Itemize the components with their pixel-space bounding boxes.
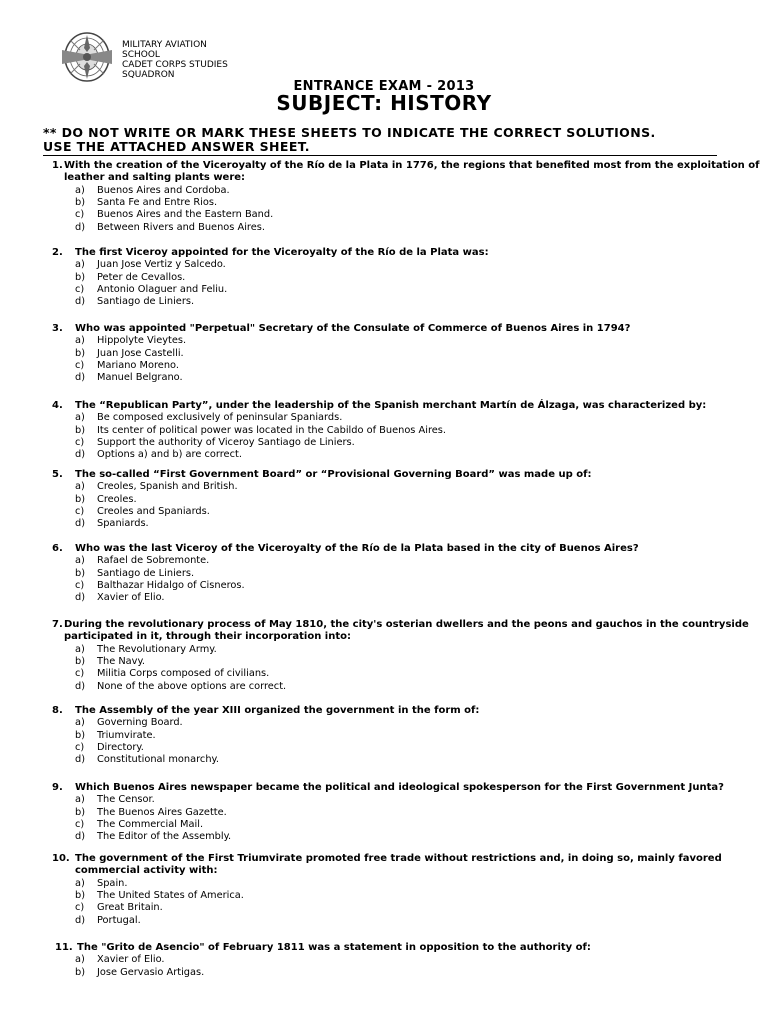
question-stem bbox=[0, 160, 768, 185]
question-number: 4. bbox=[52, 400, 63, 411]
subject-title: SUBJECT: HISTORY bbox=[276, 91, 492, 115]
option-letter: b) bbox=[75, 729, 86, 741]
school-name-line: SCHOOL bbox=[122, 50, 160, 60]
answer-option bbox=[0, 185, 768, 197]
answer-option bbox=[0, 348, 768, 360]
option-text: Spain. bbox=[97, 877, 128, 889]
option-letter: b) bbox=[75, 271, 86, 283]
answer-options bbox=[0, 954, 768, 979]
question-text-line: With the creation of the Viceroyalty of the Río de la Plata in 1776, the regions that benefited most from the exploitation of bbox=[64, 160, 760, 171]
option-letter: b) bbox=[75, 567, 86, 579]
question-text-line: Who was the last Viceroy of the Viceroyalty of the Río de la Plata based in the city of Buenos Aires? bbox=[75, 543, 639, 554]
option-text: Peter de Cevallos. bbox=[97, 271, 186, 283]
option-text: Constitutional monarchy. bbox=[97, 754, 220, 766]
answer-option bbox=[0, 437, 768, 449]
answer-option bbox=[0, 954, 768, 966]
question-stem bbox=[0, 619, 768, 644]
option-letter: a) bbox=[75, 259, 85, 271]
question-text-line: Who was appointed "Perpetual" Secretary of the Consulate of Commerce of Buenos Aires in 1794? bbox=[75, 323, 631, 334]
answer-option bbox=[0, 568, 768, 580]
question-text-line: The government of the First Triumvirate promoted free trade without restrictions and, in doing so, mainly favored bbox=[75, 853, 722, 864]
option-text: Manuel Belgrano. bbox=[97, 372, 183, 384]
option-text: The Commercial Mail. bbox=[97, 819, 204, 831]
question-text-line: The "Grito de Asencio" of February 1811 was a statement in opposition to the authority of: bbox=[77, 942, 591, 953]
option-text: Balthazar Hidalgo of Cisneros. bbox=[97, 580, 245, 592]
question-item bbox=[0, 619, 768, 693]
option-text: None of the above options are correct. bbox=[97, 680, 287, 692]
option-letter: b) bbox=[75, 806, 86, 818]
answer-option bbox=[0, 831, 768, 843]
option-text: Juan Jose Castelli. bbox=[97, 347, 184, 359]
option-text: Buenos Aires and the Eastern Band. bbox=[97, 209, 274, 221]
aviation-school-emblem-icon bbox=[56, 30, 118, 84]
option-letter: a) bbox=[75, 481, 85, 493]
option-text: Jose Gervasio Artigas. bbox=[97, 966, 205, 978]
option-text: Between Rivers and Buenos Aires. bbox=[97, 221, 265, 233]
notice-line: USE THE ATTACHED ANSWER SHEET. bbox=[43, 139, 310, 154]
question-text-line: The Assembly of the year XIII organized the government in the form of: bbox=[75, 705, 480, 716]
answer-option bbox=[0, 967, 768, 979]
question-number: 7. bbox=[52, 619, 63, 630]
option-text: Rafael de Sobremonte. bbox=[97, 555, 210, 567]
question-text-line: The so-called “First Government Board” or “Provisional Governing Board” was made up of: bbox=[75, 469, 592, 480]
option-text: Santiago de Liniers. bbox=[97, 567, 195, 579]
option-letter: d) bbox=[75, 221, 86, 233]
school-name-line: SQUADRON bbox=[122, 70, 175, 78]
option-text: The Censor. bbox=[97, 794, 155, 806]
option-text: The Navy. bbox=[97, 655, 145, 667]
answer-option bbox=[0, 372, 768, 384]
answer-option bbox=[0, 580, 768, 592]
answer-option bbox=[0, 197, 768, 209]
option-text: Antonio Olaguer and Feliu. bbox=[97, 284, 228, 296]
option-letter: c) bbox=[75, 742, 85, 754]
question-item bbox=[0, 543, 768, 605]
notice-line: ** DO NOT WRITE OR MARK THESE SHEETS TO INDICATE THE CORRECT SOLUTIONS. bbox=[43, 125, 656, 140]
question-number: 1. bbox=[52, 160, 63, 171]
answer-options bbox=[0, 259, 768, 309]
answer-options bbox=[0, 794, 768, 844]
header-divider bbox=[43, 155, 717, 156]
option-text: Options a) and b) are correct. bbox=[97, 449, 242, 461]
option-letter: d) bbox=[75, 831, 86, 843]
question-item bbox=[0, 323, 768, 385]
question-item bbox=[0, 705, 768, 767]
answer-option bbox=[0, 656, 768, 668]
option-letter: c) bbox=[75, 580, 85, 592]
option-text: Creoles, Spanish and British. bbox=[97, 481, 238, 493]
option-text: Juan Jose Vertiz y Salcedo. bbox=[97, 259, 226, 271]
school-name-line: CADET CORPS STUDIES bbox=[122, 60, 228, 70]
option-letter: a) bbox=[75, 555, 85, 567]
answer-option bbox=[0, 807, 768, 819]
answer-option bbox=[0, 681, 768, 693]
option-text: The Revolutionary Army. bbox=[97, 643, 217, 655]
option-letter: d) bbox=[75, 372, 86, 384]
answer-option bbox=[0, 555, 768, 567]
option-letter: b) bbox=[75, 493, 86, 505]
option-text: Creoles and Spaniards. bbox=[97, 506, 210, 518]
question-stem bbox=[0, 782, 768, 794]
option-text: Support the authority of Viceroy Santiago de Liniers. bbox=[97, 437, 355, 449]
question-stem bbox=[0, 247, 768, 259]
question-stem bbox=[0, 323, 768, 335]
answer-options bbox=[0, 412, 768, 462]
option-text: Xavier of Elio. bbox=[97, 954, 165, 966]
option-text: Hippolyte Vieytes. bbox=[97, 335, 187, 347]
option-text: Spaniards. bbox=[97, 518, 149, 530]
exam-title: ENTRANCE EXAM - 2013 bbox=[293, 79, 475, 94]
answer-option bbox=[0, 644, 768, 656]
answer-option bbox=[0, 717, 768, 729]
answer-option bbox=[0, 481, 768, 493]
option-letter: b) bbox=[75, 347, 86, 359]
option-text: The United States of America. bbox=[97, 889, 244, 901]
option-text: Santiago de Liniers. bbox=[97, 296, 195, 308]
answer-option bbox=[0, 222, 768, 234]
answer-options bbox=[0, 878, 768, 928]
option-text: Directory. bbox=[97, 742, 144, 754]
option-letter: c) bbox=[75, 284, 85, 296]
answer-option bbox=[0, 360, 768, 372]
option-letter: d) bbox=[75, 449, 86, 461]
answer-option bbox=[0, 878, 768, 890]
question-stem bbox=[0, 400, 768, 412]
question-item bbox=[0, 942, 768, 979]
answer-option bbox=[0, 425, 768, 437]
option-letter: b) bbox=[75, 424, 86, 436]
answer-options bbox=[0, 335, 768, 385]
answer-option bbox=[0, 296, 768, 308]
answer-option bbox=[0, 518, 768, 530]
option-text: Creoles. bbox=[97, 493, 137, 505]
question-stem bbox=[0, 469, 768, 481]
option-text: Militia Corps composed of civilians. bbox=[97, 668, 270, 680]
question-text-line: The “Republican Party”, under the leadership of the Spanish merchant Martín de Álzaga, was characterized by: bbox=[75, 400, 707, 411]
option-text: Great Britain. bbox=[97, 902, 163, 914]
option-letter: a) bbox=[75, 184, 85, 196]
option-letter: c) bbox=[75, 819, 85, 831]
question-item bbox=[0, 247, 768, 309]
answer-option bbox=[0, 335, 768, 347]
answer-options bbox=[0, 185, 768, 235]
answer-option bbox=[0, 209, 768, 221]
answer-option bbox=[0, 754, 768, 766]
answer-option bbox=[0, 902, 768, 914]
question-stem bbox=[0, 942, 768, 954]
answer-option bbox=[0, 668, 768, 680]
question-item bbox=[0, 782, 768, 844]
question-text-line: During the revolutionary process of May 1810, the city's osterian dwellers and the peons and gauchos in the countryside bbox=[64, 619, 749, 630]
answer-option bbox=[0, 506, 768, 518]
answer-option bbox=[0, 412, 768, 424]
option-letter: d) bbox=[75, 296, 86, 308]
question-number: 11. bbox=[55, 942, 73, 953]
question-stem bbox=[0, 853, 768, 878]
answer-option bbox=[0, 730, 768, 742]
school-name-line: MILITARY AVIATION bbox=[122, 40, 207, 50]
option-text: Mariano Moreno. bbox=[97, 360, 179, 372]
question-stem bbox=[0, 705, 768, 717]
answer-options bbox=[0, 555, 768, 605]
option-letter: d) bbox=[75, 914, 86, 926]
option-letter: b) bbox=[75, 196, 86, 208]
option-letter: b) bbox=[75, 966, 86, 978]
option-text: Be composed exclusively of peninsular Spaniards. bbox=[97, 412, 343, 424]
option-letter: b) bbox=[75, 889, 86, 901]
question-item bbox=[0, 400, 768, 462]
option-letter: d) bbox=[75, 518, 86, 530]
option-text: The Buenos Aires Gazette. bbox=[97, 806, 227, 818]
option-letter: a) bbox=[75, 412, 85, 424]
option-letter: a) bbox=[75, 794, 85, 806]
answer-option bbox=[0, 592, 768, 604]
option-text: Portugal. bbox=[97, 914, 141, 926]
option-text: The Editor of the Assembly. bbox=[97, 831, 232, 843]
question-text-line: Which Buenos Aires newspaper became the political and ideological spokesperson for the First Government Junta? bbox=[75, 782, 724, 793]
option-text: Its center of political power was located in the Cabildo of Buenos Aires. bbox=[97, 424, 447, 436]
document-header bbox=[56, 30, 716, 80]
answer-option bbox=[0, 494, 768, 506]
question-text-line: leather and salting plants were: bbox=[64, 172, 246, 184]
question-stem bbox=[0, 543, 768, 555]
answer-option bbox=[0, 259, 768, 271]
option-letter: d) bbox=[75, 680, 86, 692]
answer-options bbox=[0, 644, 768, 694]
question-number: 8. bbox=[52, 705, 63, 716]
question-number: 3. bbox=[52, 323, 63, 334]
answer-options bbox=[0, 481, 768, 531]
option-letter: c) bbox=[75, 437, 85, 449]
option-letter: a) bbox=[75, 643, 85, 655]
option-text: Triumvirate. bbox=[97, 729, 156, 741]
option-letter: b) bbox=[75, 655, 86, 667]
answer-option bbox=[0, 915, 768, 927]
answer-option bbox=[0, 794, 768, 806]
question-item bbox=[0, 160, 768, 234]
answer-option bbox=[0, 890, 768, 902]
question-item bbox=[0, 853, 768, 927]
question-number: 10. bbox=[52, 853, 70, 864]
option-letter: c) bbox=[75, 902, 85, 914]
question-text-line: commercial activity with: bbox=[75, 865, 218, 877]
answer-options bbox=[0, 717, 768, 767]
option-letter: a) bbox=[75, 717, 85, 729]
option-letter: c) bbox=[75, 209, 85, 221]
question-number: 5. bbox=[52, 469, 63, 480]
question-text-line: participated in it, through their incorporation into: bbox=[64, 631, 351, 643]
option-letter: c) bbox=[75, 668, 85, 680]
option-letter: d) bbox=[75, 592, 86, 604]
option-letter: a) bbox=[75, 877, 85, 889]
option-text: Xavier of Elio. bbox=[97, 592, 165, 604]
question-number: 9. bbox=[52, 782, 63, 793]
option-letter: d) bbox=[75, 754, 86, 766]
answer-sheet-notice bbox=[43, 126, 723, 154]
question-number: 2. bbox=[52, 247, 63, 258]
option-letter: a) bbox=[75, 335, 85, 347]
answer-option bbox=[0, 272, 768, 284]
school-name bbox=[122, 40, 228, 78]
answer-option bbox=[0, 284, 768, 296]
option-text: Santa Fe and Entre Rios. bbox=[97, 196, 218, 208]
option-letter: c) bbox=[75, 506, 85, 518]
option-letter: a) bbox=[75, 954, 85, 966]
question-text-line: The first Viceroy appointed for the Viceroyalty of the Río de la Plata was: bbox=[75, 247, 489, 258]
answer-option bbox=[0, 449, 768, 461]
option-letter: c) bbox=[75, 360, 85, 372]
answer-option bbox=[0, 819, 768, 831]
question-number: 6. bbox=[52, 543, 63, 554]
option-text: Governing Board. bbox=[97, 717, 183, 729]
option-text: Buenos Aires and Cordoba. bbox=[97, 184, 230, 196]
question-item bbox=[0, 469, 768, 531]
answer-option bbox=[0, 742, 768, 754]
